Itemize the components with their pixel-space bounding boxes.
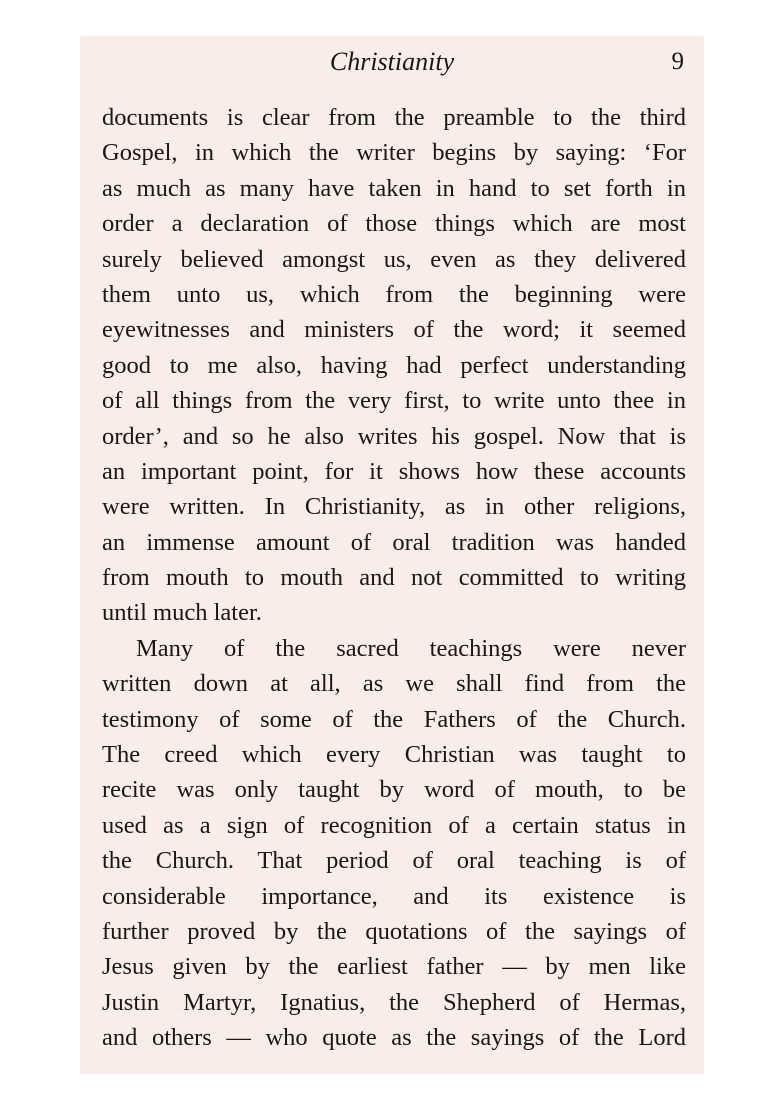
text-line: Jesus given by the earliest father — by men like xyxy=(102,953,686,981)
text-line: them unto us, which from the beginning were xyxy=(102,280,686,308)
text-line: were written. In Christianity, as in other religions, xyxy=(102,493,686,521)
text-line: testimony of some of the Fathers of the Church. xyxy=(102,705,686,733)
text-line: used as a sign of recognition of a certain status in xyxy=(102,811,686,839)
book-page xyxy=(80,36,704,1074)
running-header xyxy=(80,42,704,82)
text-line: Gospel, in which the writer begins by saying: ‘For xyxy=(102,139,686,167)
text-line: an immense amount of oral tradition was handed xyxy=(102,528,686,556)
text-line: the Church. That period of oral teaching is of xyxy=(102,847,686,875)
text-line: as much as many have taken in hand to set forth in xyxy=(102,174,686,202)
paragraph xyxy=(102,100,686,631)
text-line: good to me also, having had perfect understanding xyxy=(102,351,686,379)
page-number: 9 xyxy=(671,48,684,75)
text-line: considerable importance, and its existence is xyxy=(102,882,686,910)
text-line: and others — who quote as the sayings of the Lord xyxy=(102,1024,686,1052)
text-line: recite was only taught by word of mouth, to be xyxy=(102,776,686,804)
text-line: from mouth to mouth and not committed to writing xyxy=(102,564,686,592)
text-line: until much later. xyxy=(102,599,262,627)
running-title: Christianity xyxy=(329,47,455,76)
text-line: further proved by the quotations of the sayings of xyxy=(102,917,686,945)
text-line: order a declaration of those things which are most xyxy=(102,210,686,238)
text-line: Justin Martyr, Ignatius, the Shepherd of Hermas, xyxy=(102,988,686,1016)
text-line: surely believed amongst us, even as they delivered xyxy=(102,245,686,273)
text-line: of all things from the very first, to write unto thee in xyxy=(102,387,686,415)
text-line: eyewitnesses and ministers of the word; it seemed xyxy=(102,316,686,344)
paragraph xyxy=(102,631,686,1056)
body-text xyxy=(102,100,686,1056)
text-line: an important point, for it shows how these accounts xyxy=(102,457,686,485)
text-line: documents is clear from the preamble to the third xyxy=(102,104,686,131)
text-line: The creed which every Christian was taught to xyxy=(102,741,686,769)
text-line: Many of the sacred teachings were never xyxy=(136,634,686,662)
text-line: order’, and so he also writes his gospel. Now that is xyxy=(102,422,686,450)
text-line: written down at all, as we shall find from the xyxy=(102,670,686,698)
